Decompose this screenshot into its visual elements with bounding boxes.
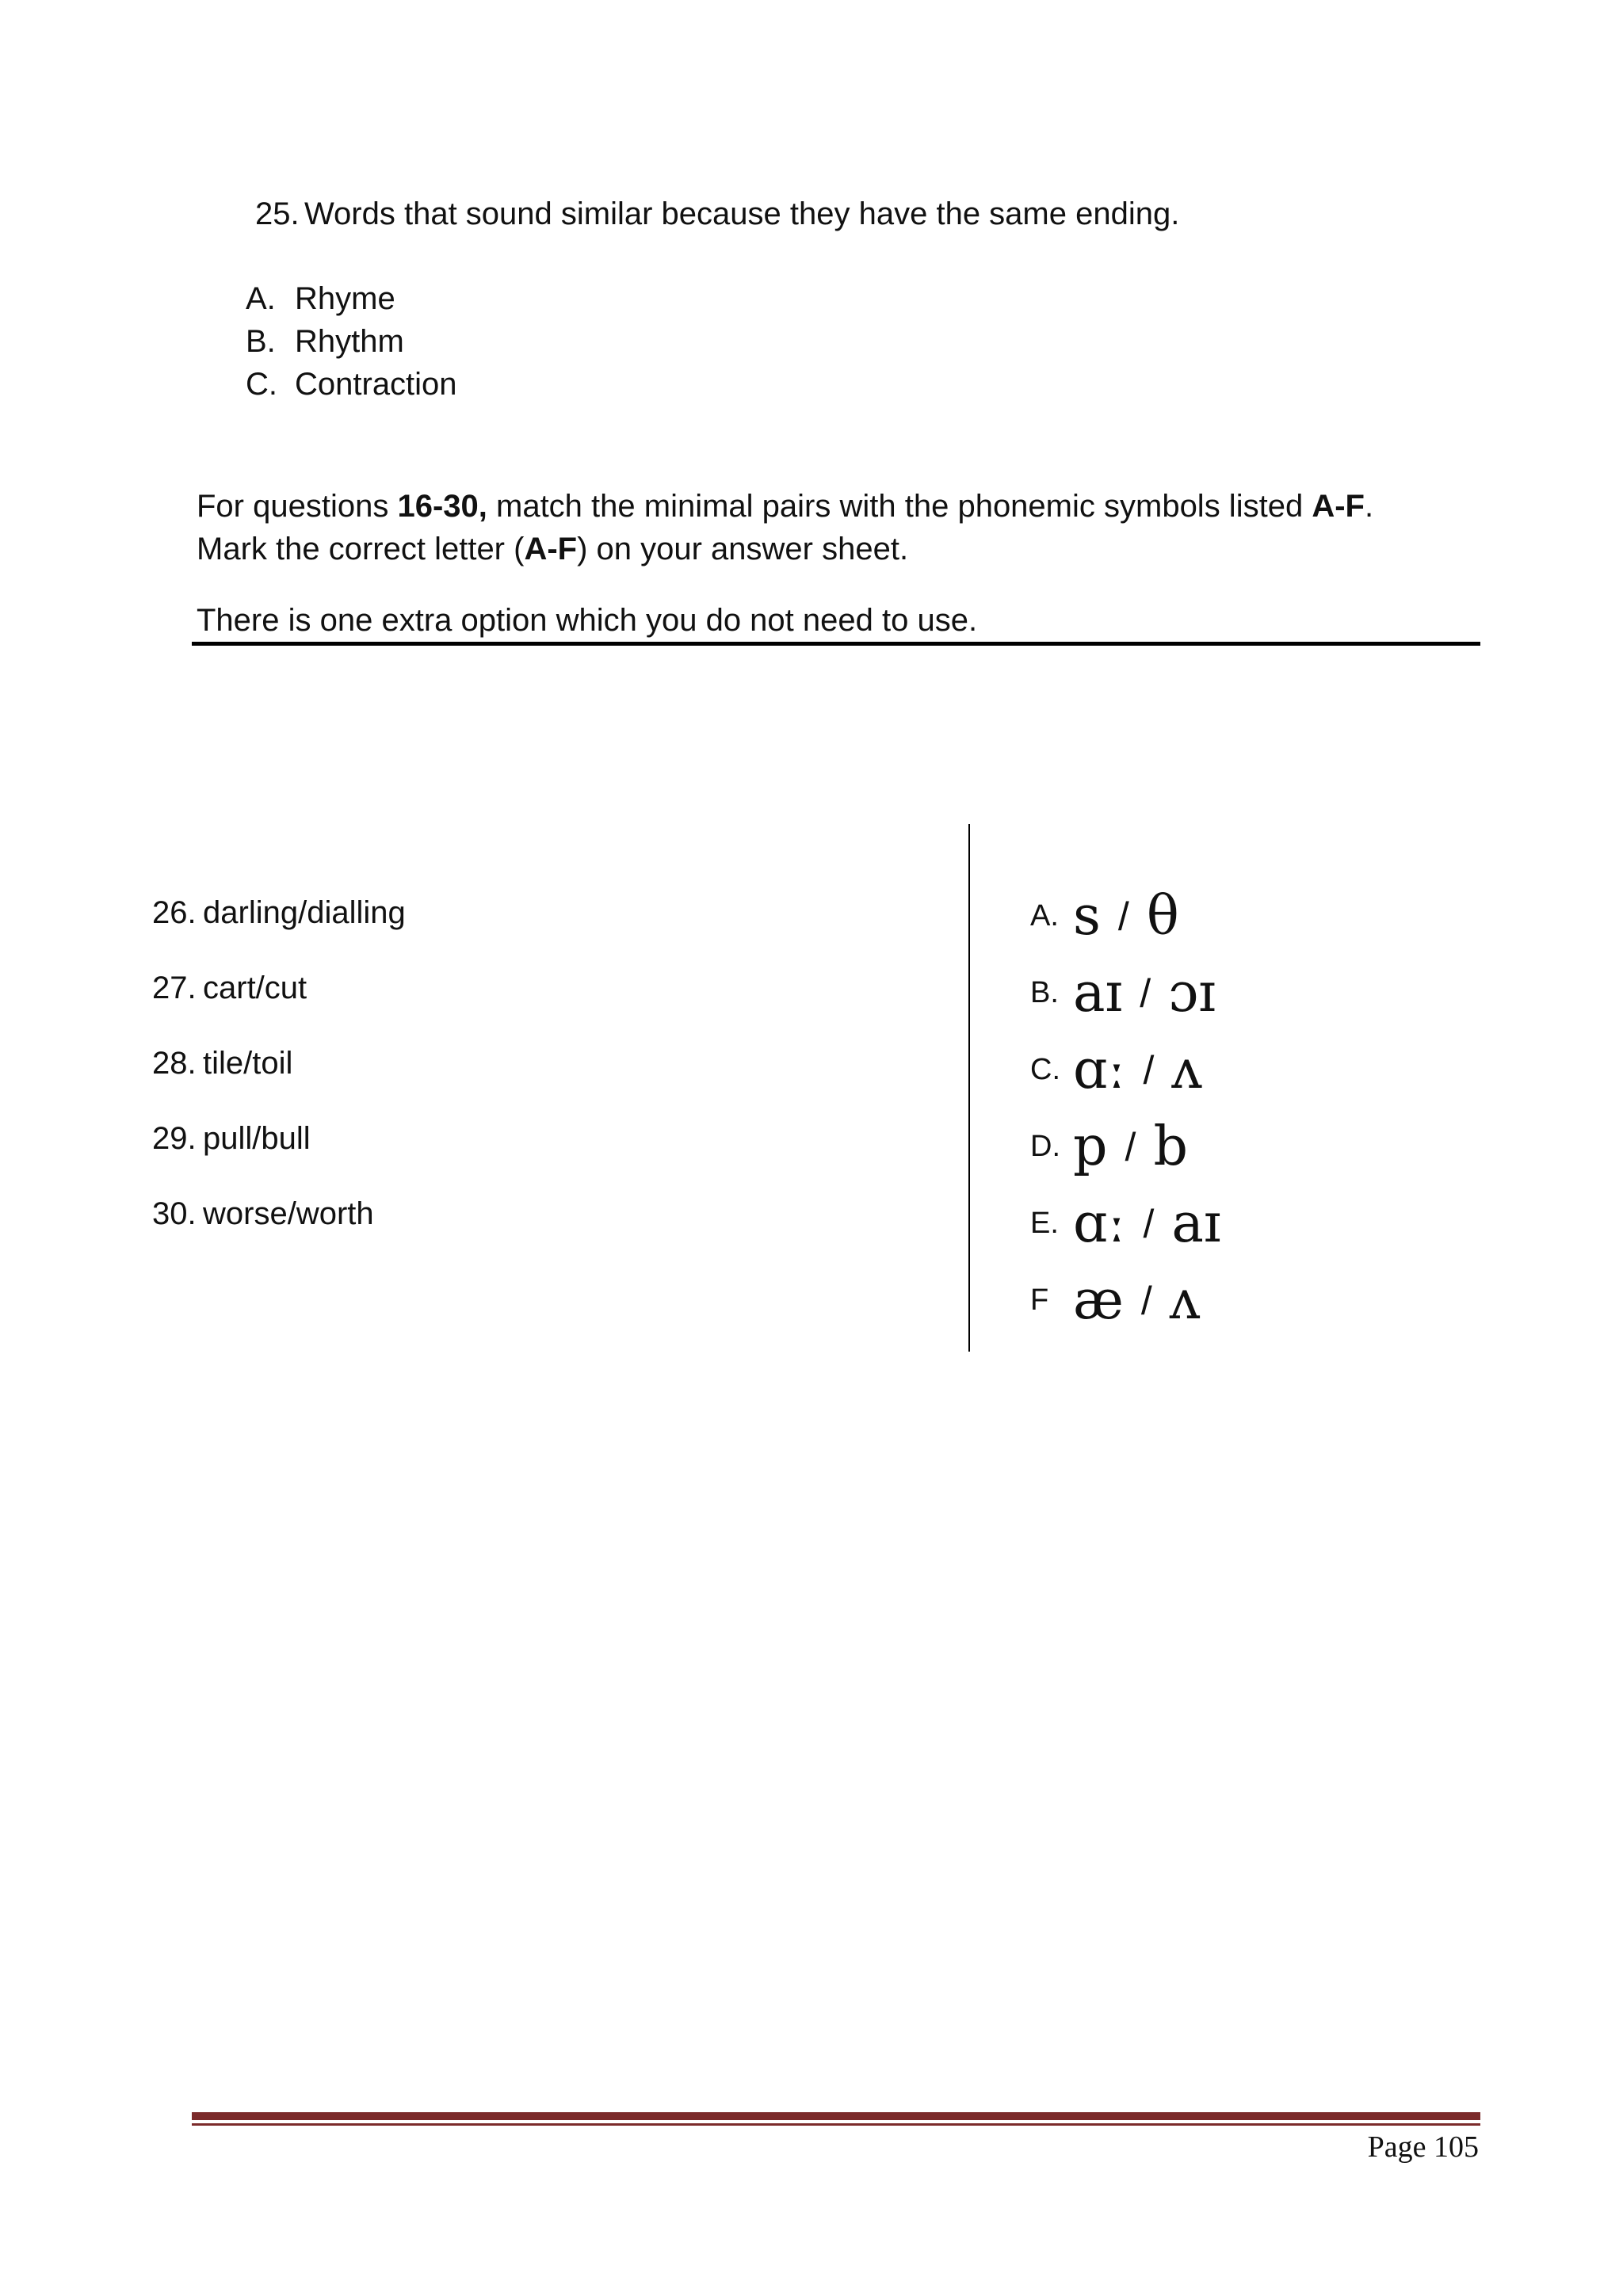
option-letter: E.	[1030, 1207, 1059, 1240]
phonemic-option-c	[1030, 1032, 1221, 1108]
separator: /	[1143, 1201, 1155, 1246]
option-text: Rhyme	[295, 281, 395, 316]
instr-text: match the minimal pairs with the phonemic symbols listed	[487, 489, 1312, 524]
question-number: 29.	[152, 1121, 197, 1156]
question-number: 25.	[255, 196, 300, 231]
option-letter: B.	[246, 324, 276, 359]
option-c	[246, 363, 457, 406]
question-text: pull/bull	[203, 1121, 311, 1156]
matching-questions	[152, 895, 406, 1272]
phonemic-symbol: ɑː	[1073, 1039, 1126, 1101]
phonemic-symbol: s	[1073, 885, 1101, 948]
option-text: Rhythm	[295, 324, 404, 359]
question-number: 30.	[152, 1196, 197, 1231]
instr-text: For questions	[197, 489, 398, 524]
instr-text: .	[1364, 489, 1374, 524]
instructions-line-1	[197, 485, 1480, 528]
instr-range: 16-30,	[397, 489, 487, 524]
page-number: Page 105	[1367, 2130, 1479, 2164]
instructions-line-2	[197, 528, 1480, 570]
phonemic-option-e	[1030, 1185, 1221, 1262]
phonemic-symbol: ʌ	[1171, 1039, 1202, 1101]
question-text: darling/dialling	[203, 895, 406, 930]
footer-rule-thin	[192, 2123, 1480, 2126]
instr-letters: A-F	[1312, 489, 1365, 524]
question-text: worse/worth	[203, 1196, 374, 1231]
phonemic-symbol: aɪ	[1073, 962, 1123, 1024]
option-letter: C.	[246, 367, 277, 402]
phonemic-symbol: θ	[1146, 885, 1179, 948]
instr-text: Mark the correct letter (	[197, 532, 525, 566]
option-a	[246, 277, 457, 320]
phonemic-option-b	[1030, 955, 1221, 1032]
option-letter: B.	[1030, 976, 1059, 1009]
question-number: 26.	[152, 895, 197, 930]
phonemic-symbol: b	[1153, 1116, 1188, 1178]
phonemic-symbol: æ	[1073, 1269, 1124, 1332]
phonemic-option-d	[1030, 1108, 1221, 1185]
question-28	[152, 1046, 406, 1121]
option-letter: A.	[246, 281, 276, 316]
phonemic-options	[1030, 878, 1221, 1339]
option-text: Contraction	[295, 367, 457, 402]
question-number: 27.	[152, 971, 197, 1005]
question-25	[255, 196, 1179, 232]
separator: /	[1140, 971, 1151, 1016]
phonemic-symbol: ʌ	[1169, 1269, 1201, 1332]
option-letter: A.	[1030, 899, 1059, 933]
question-text: tile/toil	[203, 1046, 293, 1081]
instructions	[197, 485, 1480, 642]
column-divider	[968, 824, 970, 1352]
question-text: Words that sound similar because they have the same ending.	[304, 196, 1180, 231]
phonemic-symbol: ɔɪ	[1168, 962, 1216, 1024]
separator: /	[1117, 894, 1129, 939]
phonemic-option-f	[1030, 1262, 1221, 1339]
phonemic-symbol: aɪ	[1171, 1192, 1221, 1255]
instr-letters: A-F	[524, 532, 578, 566]
separator: /	[1140, 1278, 1152, 1323]
option-letter: F	[1030, 1283, 1049, 1317]
instr-text: ) on your answer sheet.	[577, 532, 909, 566]
question-27	[152, 971, 406, 1046]
question-25-options	[246, 277, 457, 406]
separator: /	[1125, 1124, 1136, 1169]
option-letter: C.	[1030, 1053, 1060, 1086]
phonemic-option-a	[1030, 878, 1221, 955]
option-b	[246, 320, 457, 363]
instructions-extra: There is one extra option which you do not need to use.	[197, 603, 978, 638]
question-30	[152, 1196, 406, 1272]
question-29	[152, 1121, 406, 1196]
question-26	[152, 895, 406, 971]
phonemic-symbol: p	[1073, 1116, 1108, 1178]
phonemic-symbol: ɑː	[1073, 1192, 1126, 1255]
question-number: 28.	[152, 1046, 197, 1081]
separator: /	[1143, 1047, 1155, 1093]
footer-rule-thick	[192, 2112, 1480, 2120]
section-divider	[192, 642, 1480, 646]
option-letter: D.	[1030, 1130, 1060, 1163]
question-text: cart/cut	[203, 971, 307, 1005]
